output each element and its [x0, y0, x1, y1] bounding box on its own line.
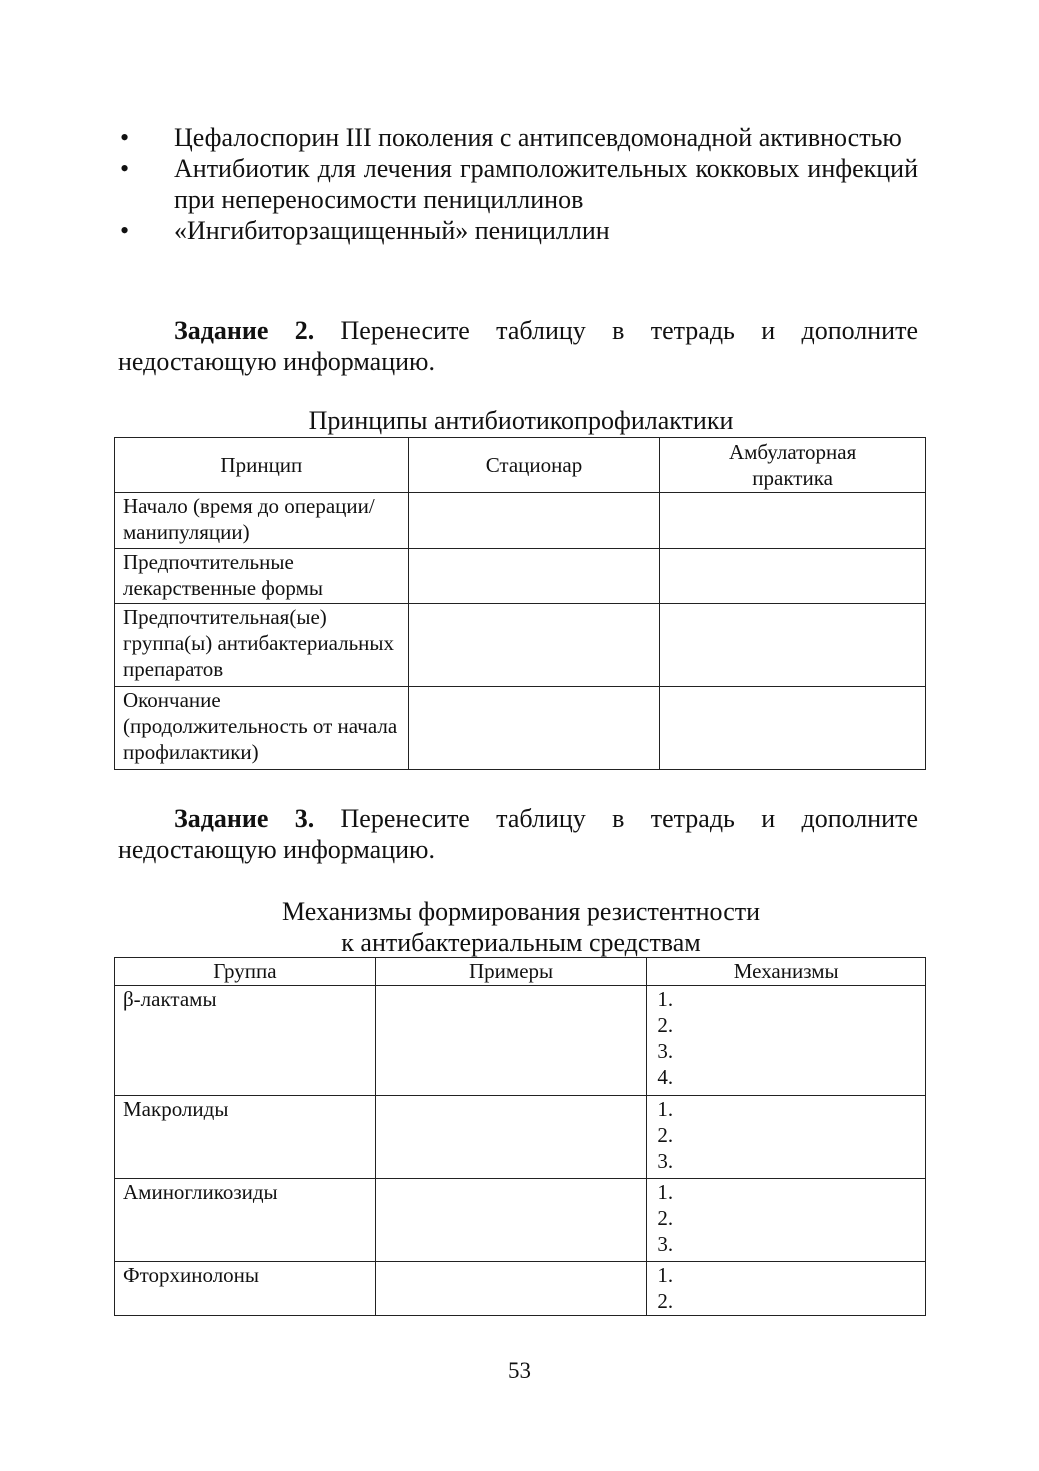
mechanisms-cell — [647, 986, 926, 1096]
table-header-row — [115, 438, 926, 493]
group-cell: Фторхинолоны — [115, 1262, 376, 1316]
row-principle-cell: Предпочтительные лекарственные формы — [115, 549, 409, 604]
bullet-marker: • — [120, 216, 130, 245]
task-2-text: Перенесите таблицу в тетрадь и дополните недостающую информацию. — [118, 316, 918, 376]
bullet-item — [118, 122, 918, 153]
group-cell: β-лактамы — [115, 986, 376, 1096]
empty-cell — [408, 604, 659, 687]
bullet-text: Цефалоспорин III поколения с антипсевдомонадной активностью — [174, 123, 902, 152]
empty-cell — [660, 493, 926, 549]
table-row — [115, 1096, 926, 1179]
row-principle-cell: Окончание (продолжительность от начала профилактики) — [115, 687, 409, 770]
header-mechanisms: Механизмы — [647, 958, 926, 986]
empty-cell — [408, 549, 659, 604]
table-row — [115, 687, 926, 770]
empty-cell — [375, 986, 647, 1096]
bullet-marker: • — [120, 154, 130, 183]
empty-cell — [408, 493, 659, 549]
mechanism-number: 1. — [657, 1180, 674, 1204]
bullet-text: «Ингибиторзащищенный» пенициллин — [174, 216, 610, 245]
mechanism-number: 1. — [657, 987, 674, 1011]
empty-cell — [660, 604, 926, 687]
group-cell: Макролиды — [115, 1096, 376, 1179]
empty-cell — [375, 1262, 647, 1316]
empty-cell — [660, 687, 926, 770]
task-2-label: Задание 2. — [174, 316, 315, 345]
mechanism-number: 2. — [657, 1289, 674, 1313]
group-cell: Аминогликозиды — [115, 1179, 376, 1262]
header-examples: Примеры — [375, 958, 647, 986]
table-row — [115, 1179, 926, 1262]
mechanism-number: 4. — [657, 1065, 674, 1089]
task-2-paragraph — [118, 315, 918, 377]
table-row — [115, 1262, 926, 1316]
table-1-caption: Принципы антибиотикопрофилактики — [308, 406, 734, 435]
table-row — [115, 604, 926, 687]
mechanisms-cell — [647, 1179, 926, 1262]
header-outpatient: Амбулаторная практика — [660, 438, 926, 493]
table-row — [115, 493, 926, 549]
page-number: 53 — [508, 1358, 531, 1383]
row-principle-cell: Начало (время до операции/манипуляции) — [115, 493, 409, 549]
row-principle-cell: Предпочтительная(ые) группа(ы) антибактериальных препаратов — [115, 604, 409, 687]
table-row — [115, 986, 926, 1096]
empty-cell — [375, 1179, 647, 1262]
mechanism-number: 1. — [657, 1097, 674, 1121]
task-3-label: Задание 3. — [174, 804, 315, 833]
header-principle: Принцип — [115, 438, 409, 493]
mechanism-number: 1. — [657, 1263, 674, 1287]
table-header-row — [115, 958, 926, 986]
bullet-item — [118, 215, 918, 246]
bullet-item — [118, 153, 918, 215]
bullet-list — [118, 122, 918, 246]
mechanism-number: 2. — [657, 1123, 674, 1147]
mechanism-number: 3. — [657, 1149, 674, 1173]
table-2-caption-line-1: Механизмы формирования резистентности — [281, 897, 761, 926]
mechanisms-cell — [647, 1096, 926, 1179]
empty-cell — [375, 1096, 647, 1179]
task-3-text: Перенесите таблицу в тетрадь и дополните недостающую информацию. — [118, 804, 918, 864]
mechanism-number: 2. — [657, 1013, 674, 1037]
bullet-text: Антибиотик для лечения грамположительных кокковых инфекций при непереносимости пенициллинов — [174, 154, 918, 214]
table-row — [115, 549, 926, 604]
resistance-mechanisms-table — [114, 957, 926, 1316]
mechanism-number: 3. — [657, 1232, 674, 1256]
antibiotic-prophylaxis-table — [114, 437, 926, 770]
header-hospital: Стационар — [408, 438, 659, 493]
task-3-paragraph — [118, 803, 918, 865]
mechanism-number: 3. — [657, 1039, 674, 1063]
table-2-caption-line-2: к антибактериальным средствам — [341, 928, 701, 957]
header-group: Группа — [115, 958, 376, 986]
empty-cell — [660, 549, 926, 604]
mechanism-number: 2. — [657, 1206, 674, 1230]
mechanisms-cell — [647, 1262, 926, 1316]
empty-cell — [408, 687, 659, 770]
bullet-marker: • — [120, 123, 130, 152]
